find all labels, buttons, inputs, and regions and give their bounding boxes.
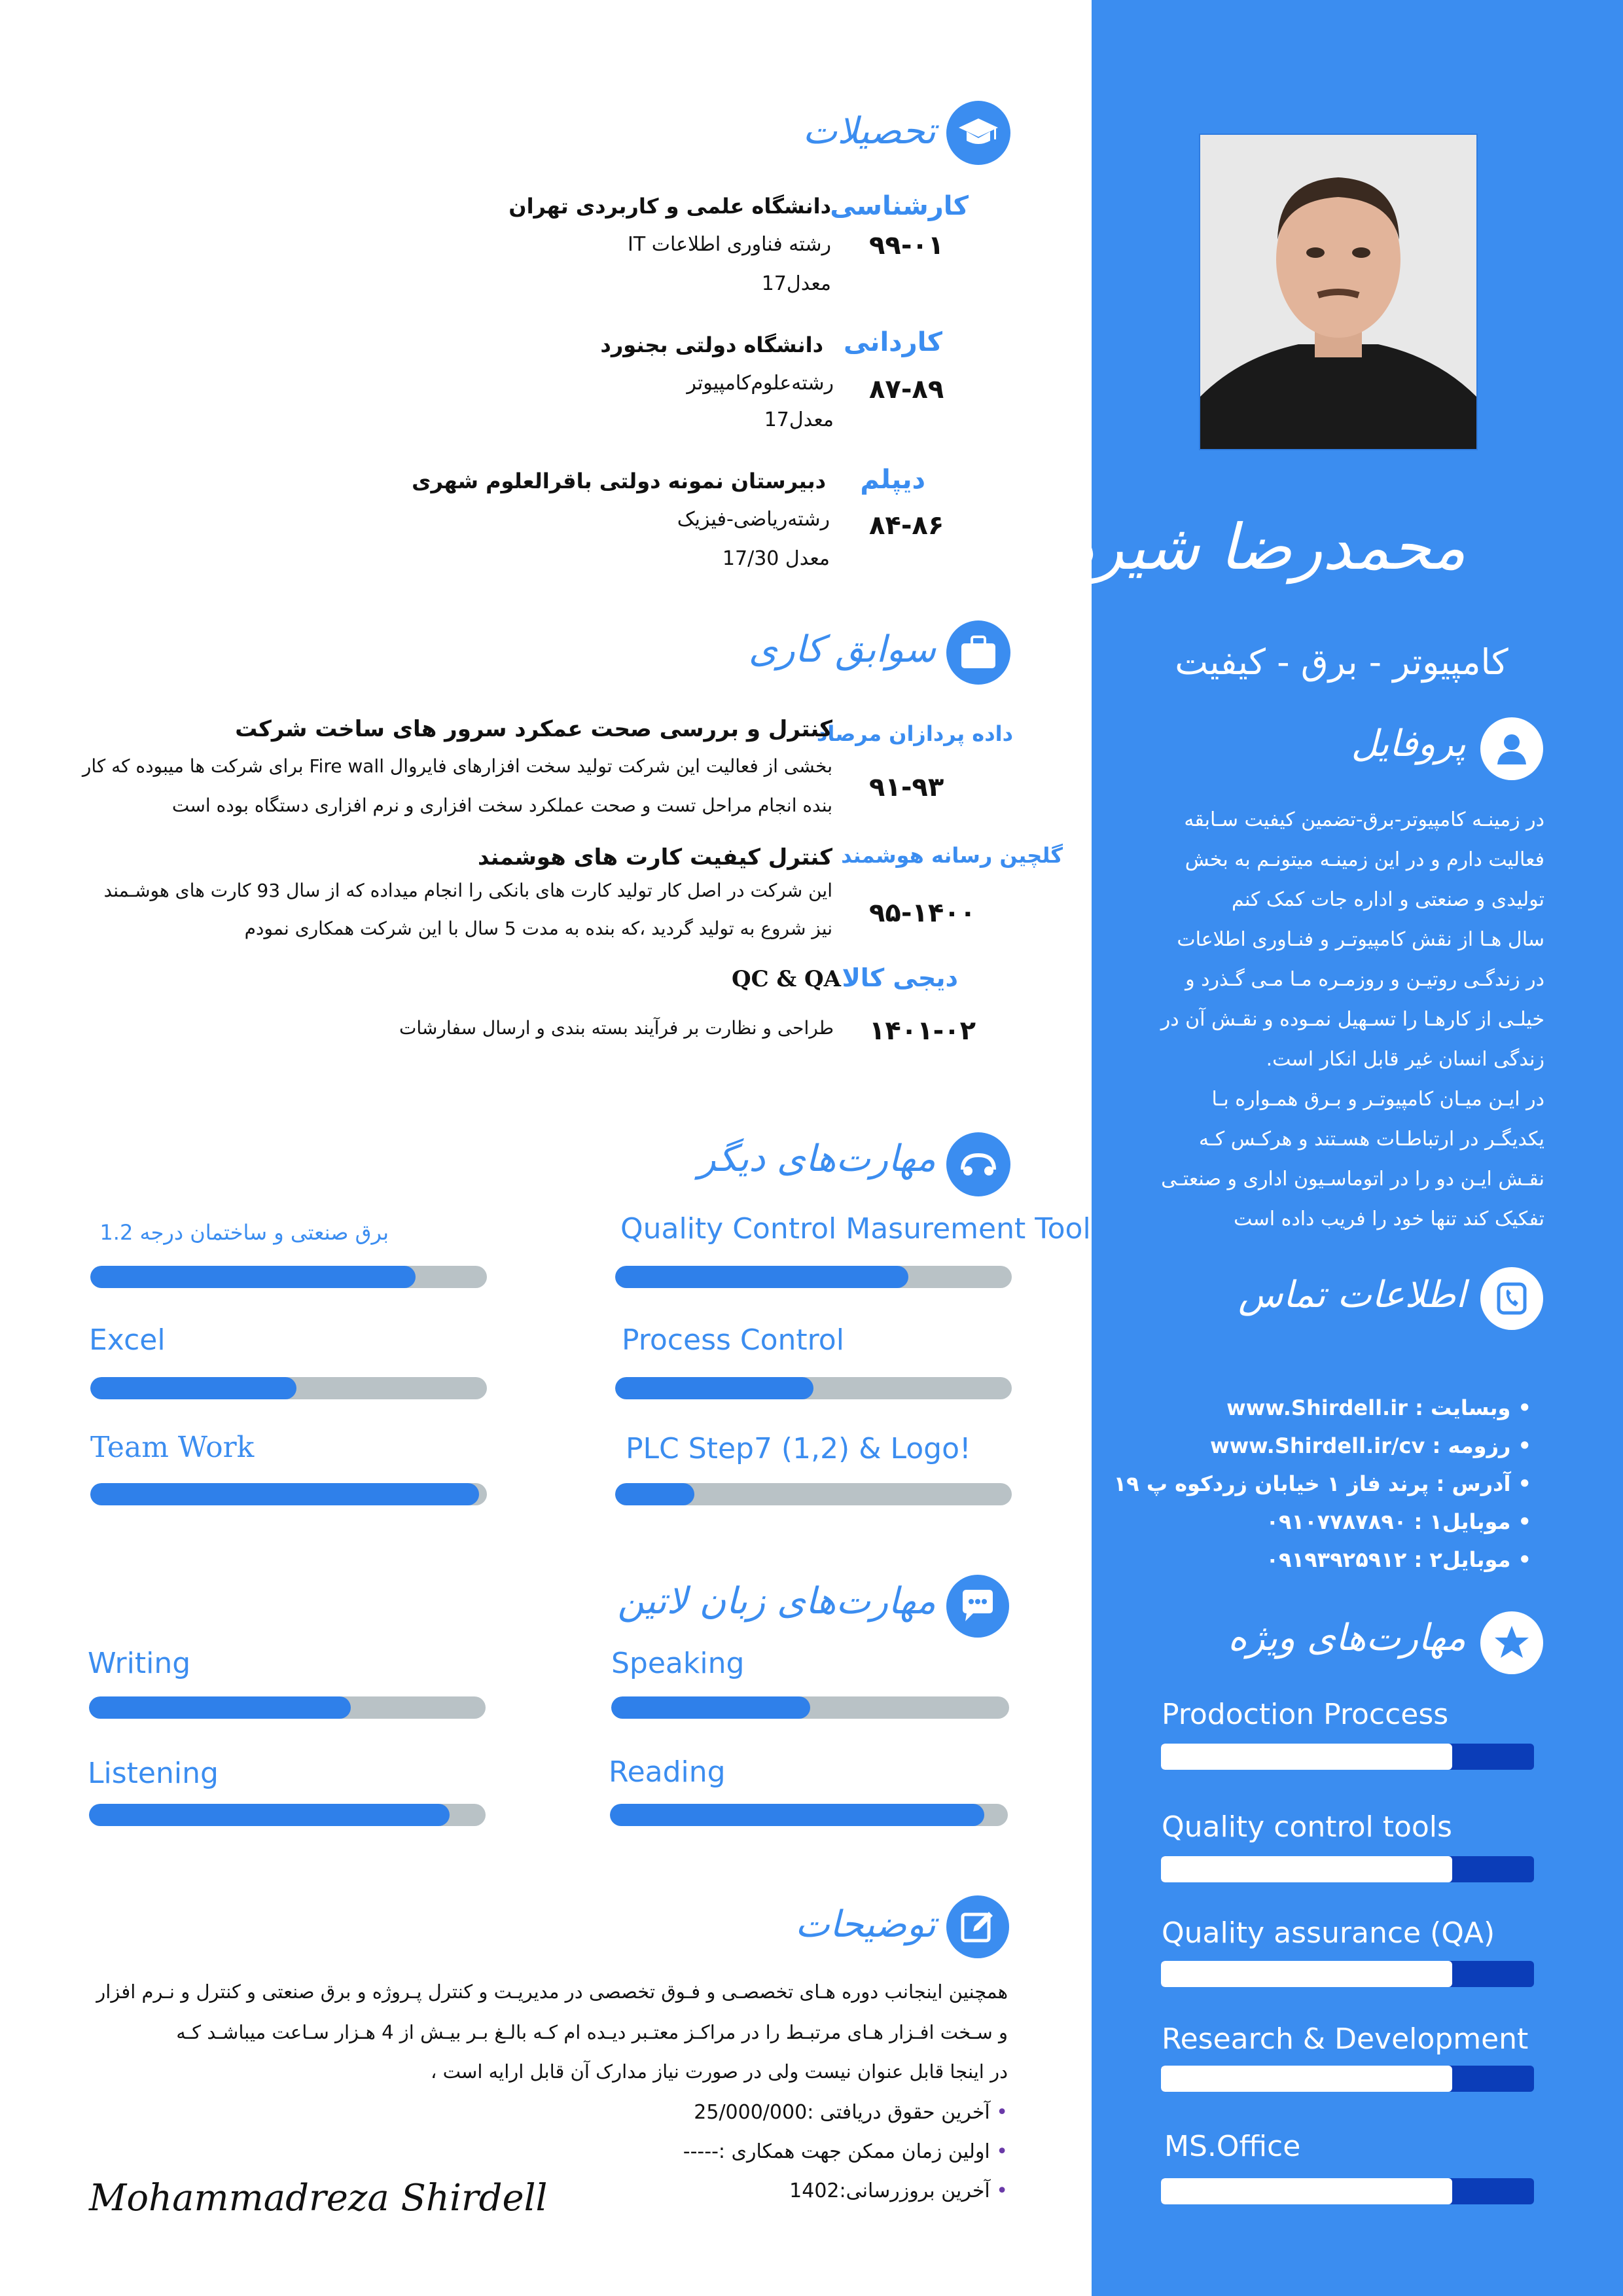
other-skill-label: Process Control bbox=[622, 1323, 844, 1357]
other-skill-fill bbox=[90, 1483, 479, 1505]
language-skill-label: Reading bbox=[609, 1755, 726, 1789]
graduation-cap-icon bbox=[957, 112, 999, 154]
notes-line: در اینجا قابل عنوان نیست ولی در صورت نیاز مدارک آن قابل ارایه است ، bbox=[431, 2060, 1008, 2083]
special-skill-label: Prodoction Proccess bbox=[1162, 1698, 1449, 1731]
work-line: نیز شروع به تولید گردید ،که بنده به مدت 5 سال با این شرکت همکاری نمودم bbox=[244, 918, 832, 939]
edu-field: رشته‌علوم‌کامپیوتر bbox=[687, 372, 834, 395]
language-skill-fill bbox=[89, 1696, 351, 1719]
edu-school: دبیرستان نمونه دولتی باقرالعلوم شهری bbox=[412, 469, 826, 493]
chat-bubble-icon bbox=[959, 1588, 997, 1624]
language-skill-label: Speaking bbox=[611, 1647, 745, 1680]
profile-line: در ایـن میـان کامپیوتـر و بـرق همـواره بـا bbox=[1211, 1088, 1544, 1111]
language-skill-fill bbox=[611, 1696, 810, 1719]
language-skill-label: Writing bbox=[88, 1647, 191, 1680]
other-skill-bar bbox=[615, 1483, 1012, 1505]
other-skill-label: برق صنعتی و ساختمان درجه 1.2 bbox=[99, 1220, 389, 1245]
work-section-title: سوابق کاری bbox=[748, 628, 936, 671]
edu-gpa: معدل 17/30 bbox=[722, 547, 830, 570]
signature: Mohammadreza Shirdell bbox=[89, 2177, 548, 2219]
contact-mobile-2[interactable]: • موبایل۲ : ۰۹۱۹۳۹۲۵۹۱۲ bbox=[1073, 1541, 1531, 1579]
other-skills-icon bbox=[946, 1132, 1010, 1196]
profile-section-icon bbox=[1480, 717, 1543, 780]
education-section-title: تحصیلات bbox=[802, 110, 936, 152]
special-skill-bar bbox=[1161, 1744, 1534, 1770]
other-skill-fill bbox=[90, 1266, 416, 1288]
special-skill-bar bbox=[1161, 2066, 1534, 2092]
notes-section-title: توضیحات bbox=[795, 1903, 936, 1946]
special-skills-title: مهارت‌های ویژه bbox=[1228, 1617, 1466, 1659]
work-years: ۹۱-۹۳ bbox=[869, 772, 944, 802]
edu-degree: کاردانی bbox=[843, 327, 942, 357]
work-title: کنترل کیفیت کارت های هوشمند bbox=[478, 844, 832, 870]
profile-subtitle: کامپیوتر - برق - کیفیت bbox=[1175, 641, 1508, 683]
work-company: داده پردازان مرصاد bbox=[816, 721, 1013, 746]
skills-icon bbox=[959, 1150, 998, 1179]
profile-line: زندگی انسان غیر قابل انکار است. bbox=[1266, 1048, 1544, 1071]
special-skill-fill bbox=[1161, 1856, 1452, 1882]
contact-website[interactable]: • وبسایت : www.Shirdell.ir bbox=[1073, 1389, 1531, 1427]
other-skill-fill bbox=[90, 1377, 296, 1399]
edu-field: رشته‌ریاضی-فیزیک bbox=[677, 508, 830, 531]
profile-line: تولیدی و صنعتی و اداره جات کمک کنم bbox=[1232, 888, 1544, 911]
user-icon bbox=[1492, 729, 1531, 768]
notes-section-icon bbox=[946, 1895, 1009, 1958]
special-skill-fill bbox=[1161, 2178, 1452, 2204]
briefcase-icon bbox=[959, 634, 998, 671]
special-skill-label: Research & Development bbox=[1162, 2022, 1529, 2056]
edu-gpa: معدل17 bbox=[761, 272, 831, 295]
note-item: • آخرین بروزرسانی:1402 bbox=[550, 2172, 1008, 2211]
contact-section-icon bbox=[1480, 1267, 1543, 1330]
profile-line: سال هـا از نقش کامپیوتـر و فنـاوری اطلاعات bbox=[1177, 928, 1544, 951]
edu-school: دانشگاه دولتی بجنورد bbox=[600, 332, 823, 357]
other-skill-bar bbox=[90, 1266, 487, 1288]
language-skills-icon bbox=[946, 1575, 1009, 1638]
special-skill-fill bbox=[1161, 1961, 1452, 1987]
contact-cv[interactable]: • رزومه : www.Shirdell.ir/cv bbox=[1073, 1427, 1531, 1465]
star-icon bbox=[1492, 1623, 1531, 1662]
profile-line: تفکیک کند تنها خود را فریب داده است bbox=[1234, 1208, 1544, 1230]
edu-years: ۹۹-۰۱ bbox=[869, 230, 944, 260]
language-skill-label: Listening bbox=[88, 1757, 219, 1790]
edu-school: دانشگاه علمی و کاربردی تهران bbox=[508, 194, 831, 219]
work-line: این شرکت در اصل کار تولید کارت های بانکی را انجام میداده که از سال 93 کارت های هوشـمند bbox=[103, 880, 832, 901]
contact-mobile-1[interactable]: • موبایل۱ : ۰۹۱۰۷۷۸۷۸۹۰ bbox=[1073, 1503, 1531, 1541]
special-skill-bar bbox=[1161, 1961, 1534, 1987]
language-skill-fill bbox=[89, 1804, 450, 1826]
profile-line: خیلـی از کارهـا را تسـهیل نمـوده و نقـش آن در bbox=[1160, 1008, 1544, 1031]
profile-line: فعالیت دارم و در این زمینـه میتونـم به بخش bbox=[1185, 848, 1544, 871]
edu-gpa: معدل17 bbox=[764, 408, 834, 431]
other-skill-bar bbox=[90, 1377, 487, 1399]
other-skill-label: Excel bbox=[89, 1323, 166, 1357]
notes-line: همچنین اینجانب دوره هـای تخصصـی و فـوق تخصصی در مدیریـت و کنترل پـروژه و برق صنعتی و کنترل و نـرم افزار bbox=[96, 1981, 1008, 2003]
other-skill-bar bbox=[90, 1483, 487, 1505]
other-skill-label: PLC Step7 (1,2) & Logo! bbox=[626, 1432, 971, 1465]
special-skill-bar bbox=[1161, 2178, 1534, 2204]
special-skill-label: Quality assurance (QA) bbox=[1162, 1916, 1495, 1950]
profile-photo bbox=[1199, 134, 1478, 450]
notes-list bbox=[550, 2093, 1008, 2211]
work-section-icon bbox=[946, 620, 1010, 685]
special-skill-label: MS.Office bbox=[1164, 2130, 1301, 2163]
other-skill-label: Quality Control Masurement Tool bbox=[620, 1212, 1091, 1246]
contact-section-title: اطلاعات تماس bbox=[1238, 1274, 1466, 1316]
special-skill-fill bbox=[1161, 1744, 1452, 1770]
special-skills-icon bbox=[1480, 1611, 1543, 1674]
edu-degree: کارشناسی bbox=[830, 191, 969, 221]
profile-line: نقـش ایـن دو را در اتوماسـیون اداری و صنعتـی bbox=[1161, 1168, 1544, 1191]
other-skill-fill bbox=[615, 1377, 813, 1399]
other-skill-bar bbox=[615, 1377, 1012, 1399]
edit-icon bbox=[959, 1908, 997, 1946]
work-title: کنترل و بررسی صحت عمکرد سرور های ساخت شرکت bbox=[235, 716, 832, 742]
edu-years: ۸۷-۸۹ bbox=[869, 374, 944, 404]
contact-list bbox=[1073, 1389, 1531, 1579]
note-item: • اولین زمان ممکن جهت همکاری :----- bbox=[550, 2132, 1008, 2172]
other-skill-bar bbox=[615, 1266, 1012, 1288]
other-skills-title: مهارت‌های دیگر bbox=[698, 1138, 936, 1180]
language-skill-bar bbox=[611, 1696, 1009, 1719]
note-item: • آخرین حقوق دریافتی :25/000/000 bbox=[550, 2093, 1008, 2132]
work-title: QC & QA bbox=[732, 966, 842, 992]
work-line: بخشی از فعالیت این شرکت تولید سخت افزارهای فایروال Fire wall برای شرکت ها میبوده که کار bbox=[82, 755, 832, 777]
profile-line: یکدیگـر در ارتباطـات هسـتند و هرکـس کـه bbox=[1199, 1128, 1544, 1151]
language-skill-bar bbox=[89, 1696, 486, 1719]
phone-icon bbox=[1493, 1280, 1530, 1317]
work-company: دیجی کالا bbox=[842, 963, 958, 992]
work-line: طراحی و نظارت بر فرآیند بسته بندی و ارسال سفارشات bbox=[399, 1017, 834, 1039]
profile-text bbox=[1086, 800, 1544, 1239]
edu-years: ۸۴-۸۶ bbox=[869, 511, 944, 541]
work-line: بنده انجام مراحل تست و صحت عملکرد سخت افزاری و نرم افزاری دستگاه بوده است bbox=[171, 795, 832, 816]
profile-line: در زمینـه کامپیوتر-برق-تضمین کیفیت سـابقه bbox=[1184, 808, 1544, 831]
work-company: گلچین رسانه هوشمند bbox=[841, 843, 1063, 868]
special-skill-fill bbox=[1161, 2066, 1452, 2092]
contact-address: • آدرس : پرند فاز ۱ خیابان زردکوه پ ۱۹ bbox=[1073, 1465, 1531, 1503]
language-skill-fill bbox=[610, 1804, 984, 1826]
language-skills-title: مهارت‌های زبان لاتین bbox=[617, 1580, 936, 1623]
profile-name: محمدرضا شیردل bbox=[1020, 511, 1466, 584]
edu-degree: دیپلم bbox=[860, 465, 925, 495]
other-skill-fill bbox=[615, 1266, 908, 1288]
work-years: ۱۴۰۱-۰۲ bbox=[869, 1016, 976, 1046]
education-section-icon bbox=[946, 101, 1010, 165]
language-skill-bar bbox=[610, 1804, 1008, 1826]
special-skill-label: Quality control tools bbox=[1162, 1810, 1452, 1844]
profile-line: در زندگـی روتیـن و روزمـره مـا مـی گـذرد و bbox=[1185, 968, 1544, 991]
edu-field: رشته فناوری اطلاعات IT bbox=[628, 233, 831, 256]
work-years: ۹۵-۱۴۰۰ bbox=[869, 898, 976, 928]
special-skill-bar bbox=[1161, 1856, 1534, 1882]
language-skill-bar bbox=[89, 1804, 486, 1826]
other-skill-fill bbox=[615, 1483, 694, 1505]
other-skill-label: Team Work bbox=[90, 1431, 255, 1464]
profile-section-title: پروفایل bbox=[1351, 723, 1466, 765]
notes-line: و سـخت افـزار هـای مرتبـط را در مراکـز معتـبر دیـده ام کـه بالـغ بـر بیـش از 4 هـزار سـاعت میباشـد کـه bbox=[176, 2021, 1008, 2043]
